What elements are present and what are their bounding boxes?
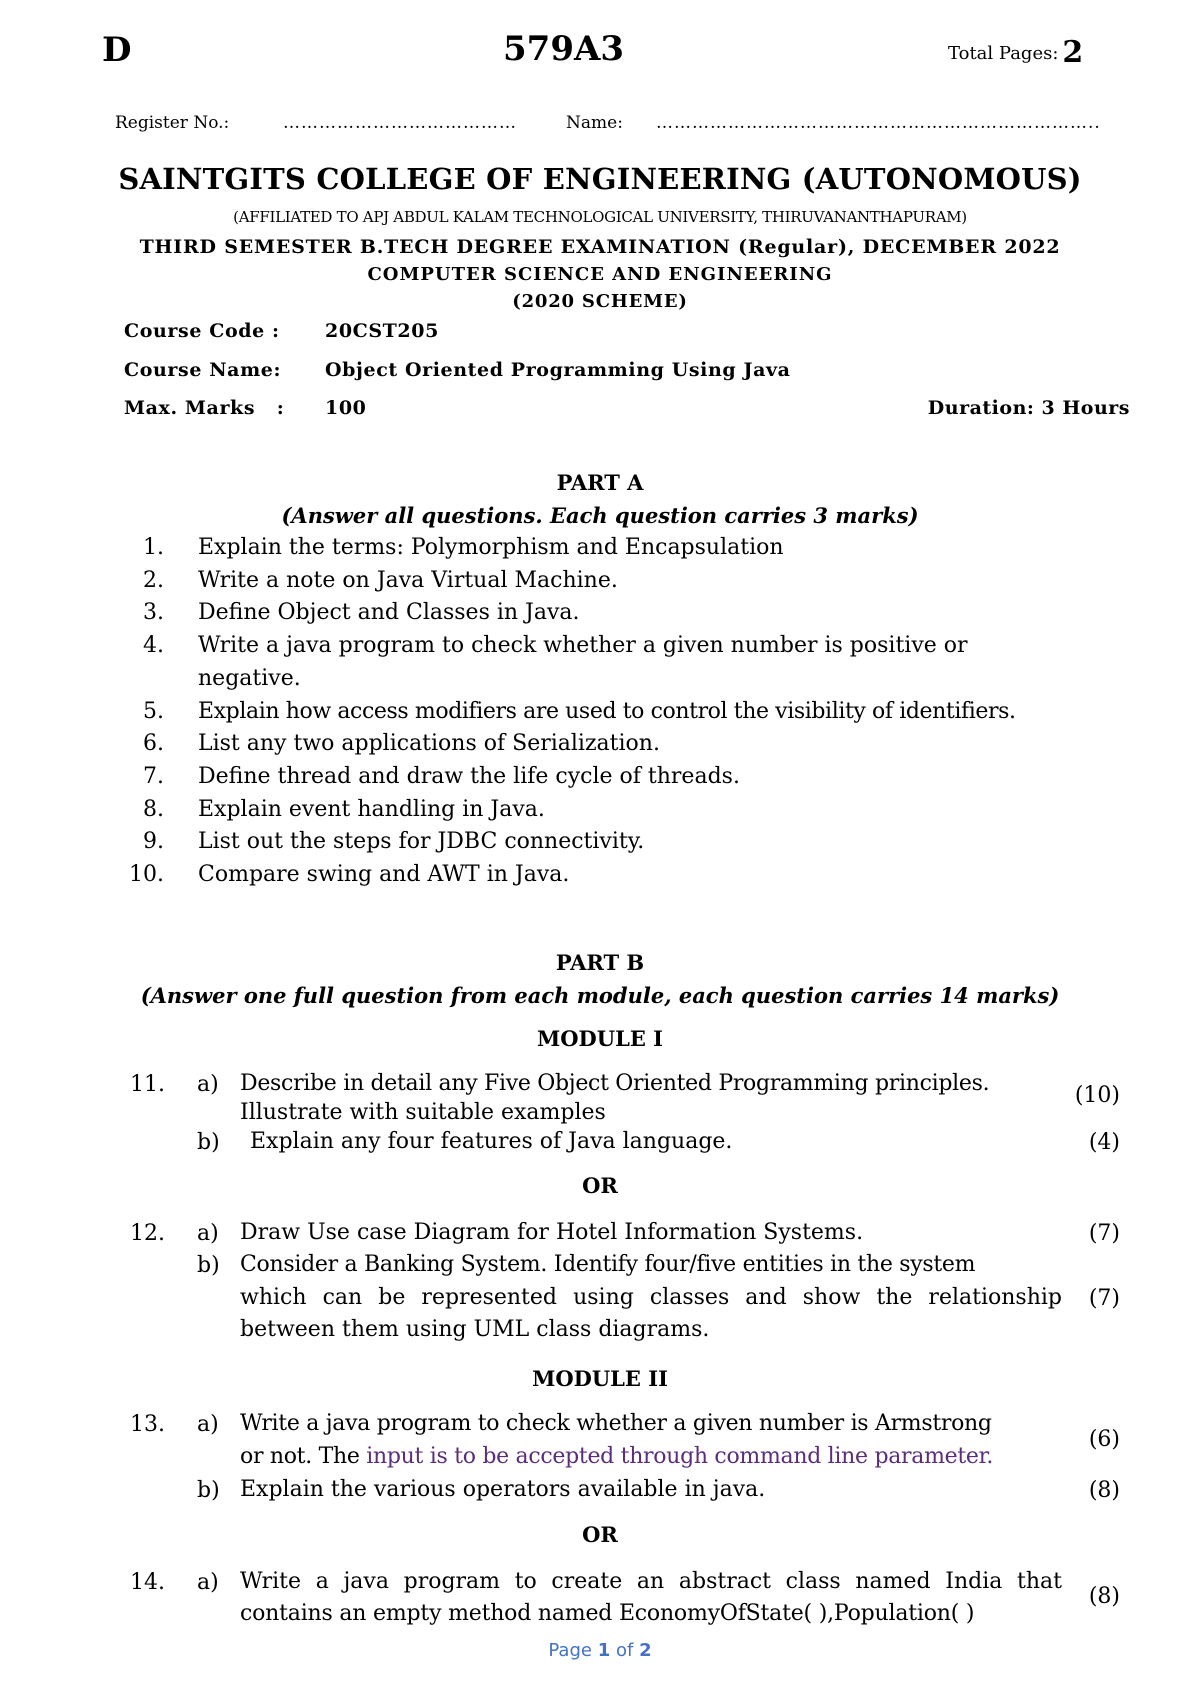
subquestion-label: b) xyxy=(197,1253,220,1278)
course-code-label: Course Code : xyxy=(124,320,280,342)
subquestion-text: Consider a Banking System. Identify four/five entities in the system xyxy=(240,1252,976,1277)
max-marks-label: Max. Marks : xyxy=(124,397,285,419)
question-text-continued: negative. xyxy=(198,666,301,691)
module-1-heading: MODULE I xyxy=(537,1026,663,1051)
question-text: Write a note on Java Virtual Machine. xyxy=(198,568,618,593)
subquestion-text: Explain the various operators available in java. xyxy=(240,1477,766,1502)
question-number: 1. xyxy=(143,535,164,560)
subquestion-text-highlight: input is to be accepted through command line parameter. xyxy=(366,1444,994,1469)
subquestion-label: a) xyxy=(197,1072,219,1097)
marks: (7) xyxy=(1088,1286,1120,1311)
question-text: Explain how access modifiers are used to control the visibility of identifiers. xyxy=(198,699,1016,724)
module-2-heading: MODULE II xyxy=(532,1366,668,1391)
part-b-instruction: (Answer one full question from each module, each question carries 14 marks) xyxy=(140,983,1060,1008)
question-number: 5. xyxy=(143,699,164,724)
question-text: List any two applications of Serialization. xyxy=(198,731,660,756)
question-text: List out the steps for JDBC connectivity. xyxy=(198,829,645,854)
question-number: 4. xyxy=(143,633,164,658)
subquestion-text: Describe in detail any Five Object Oriented Programming principles. xyxy=(240,1071,990,1096)
question-number: 13. xyxy=(130,1412,165,1437)
affiliation: (AFFILIATED TO APJ ABDUL KALAM TECHNOLOGICAL UNIVERSITY, THIRUVANANTHAPURAM) xyxy=(233,208,967,226)
part-a-instruction: (Answer all questions. Each question carries 3 marks) xyxy=(281,503,919,528)
question-text: Compare swing and AWT in Java. xyxy=(198,862,570,887)
subquestion-label: a) xyxy=(197,1570,219,1595)
page-total: 2 xyxy=(639,1640,652,1661)
question-number: 9. xyxy=(143,829,164,854)
scheme: (2020 SCHEME) xyxy=(512,291,688,312)
department: COMPUTER SCIENCE AND ENGINEERING xyxy=(367,264,833,285)
subquestion-text-continued: between them using UML class diagrams. xyxy=(240,1317,710,1342)
college-name: SAINTGITS COLLEGE OF ENGINEERING (AUTONOMOUS) xyxy=(118,162,1082,196)
register-field: ………………………………… xyxy=(283,113,517,133)
page-footer xyxy=(0,1640,1200,1661)
question-number: 6. xyxy=(143,731,164,756)
paper-code: 579A3 xyxy=(503,29,625,69)
question-number: 3. xyxy=(143,600,164,625)
subquestion-text-continued: Illustrate with suitable examples xyxy=(240,1100,606,1125)
or-divider: OR xyxy=(582,1173,618,1198)
part-a-title: PART A xyxy=(556,470,644,495)
total-pages xyxy=(948,35,1083,70)
subquestion-label: b) xyxy=(197,1130,220,1155)
max-marks: 100 xyxy=(325,397,367,419)
question-number: 2. xyxy=(143,568,164,593)
marks: (4) xyxy=(1088,1130,1120,1155)
subquestion-label: a) xyxy=(197,1221,219,1246)
subquestion-text-continued: which can be represented using classes and show the relationship xyxy=(240,1285,1062,1310)
total-pages-label: Total Pages: xyxy=(948,43,1059,64)
marks: (6) xyxy=(1088,1427,1120,1452)
marks: (8) xyxy=(1088,1478,1120,1503)
question-number: 7. xyxy=(143,764,164,789)
exam-title: THIRD SEMESTER B.TECH DEGREE EXAMINATION (Regular), DECEMBER 2022 xyxy=(139,236,1061,258)
of-word: of xyxy=(615,1640,634,1661)
name-label: Name: xyxy=(566,113,623,133)
question-text: Define thread and draw the life cycle of threads. xyxy=(198,764,740,789)
duration: Duration: 3 Hours xyxy=(927,397,1130,419)
subquestion-text-continued: contains an empty method named EconomyOfState( ),Population( ) xyxy=(240,1601,975,1626)
course-name: Object Oriented Programming Using Java xyxy=(325,359,791,381)
page-word: Page xyxy=(548,1640,592,1661)
total-pages-value: 2 xyxy=(1062,35,1084,70)
question-number: 12. xyxy=(130,1221,165,1246)
or-divider: OR xyxy=(582,1522,618,1547)
subquestion-text: Draw Use case Diagram for Hotel Information Systems. xyxy=(240,1220,864,1245)
marks: (8) xyxy=(1088,1584,1120,1609)
course-name-label: Course Name: xyxy=(124,359,282,381)
part-b-title: PART B xyxy=(555,950,645,975)
course-code: 20CST205 xyxy=(325,320,439,342)
question-number: 14. xyxy=(130,1570,165,1595)
register-label: Register No.: xyxy=(115,113,230,133)
subquestion-label: a) xyxy=(197,1412,219,1437)
question-text: Define Object and Classes in Java. xyxy=(198,600,580,625)
page-number: 1 xyxy=(597,1640,611,1661)
question-text: Write a java program to check whether a given number is positive or xyxy=(198,633,968,658)
subquestion-text: Write a java program to check whether a given number is Armstrong xyxy=(240,1411,992,1436)
subquestion-text-continued xyxy=(240,1441,1062,1473)
question-number: 10. xyxy=(129,862,164,887)
subquestion-text: Explain any four features of Java language. xyxy=(250,1129,733,1154)
marks: (10) xyxy=(1074,1083,1120,1108)
subquestion-label: b) xyxy=(197,1478,220,1503)
name-field: ……………………………………………………………….. xyxy=(656,113,1101,133)
set-code: D xyxy=(102,30,132,70)
subquestion-text-start: or not. The xyxy=(240,1444,367,1469)
question-text: Explain the terms: Polymorphism and Encapsulation xyxy=(198,535,784,560)
question-number: 11. xyxy=(130,1072,165,1097)
subquestion-text: Write a java program to create an abstract class named India that xyxy=(240,1569,1062,1594)
marks: (7) xyxy=(1088,1221,1120,1246)
question-number: 8. xyxy=(143,797,164,822)
question-text: Explain event handling in Java. xyxy=(198,797,545,822)
